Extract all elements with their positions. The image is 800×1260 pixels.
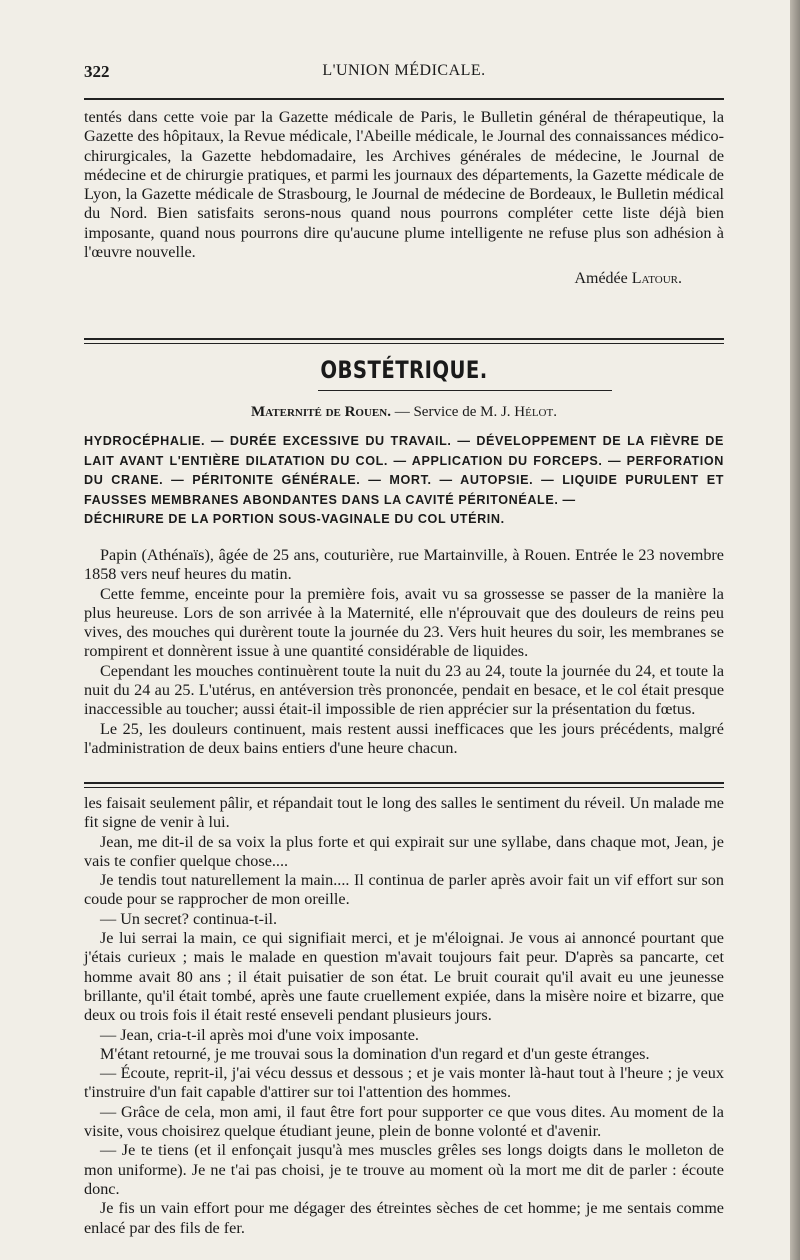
- feuilleton-paragraph: Je tendis tout naturellement la main.... Il continua de parler après avoir fait un vif effort sur son coude pour se rapprocher de mon oreille.: [84, 871, 724, 909]
- case-heading-text: HYDROCÉPHALIE. — DURÉE EXCESSIVE DU TRAVAIL. — DÉVELOPPEMENT DE LA FIÈVRE DE LAIT AVANT L'ENTIÈRE DILATATION DU COL. — APPLICATION DU FORCEPS. — PERFORATION DU CRANE. — PÉRITONITE GÉNÉRALE. — MORT. — AUTOPSIE. — LIQUIDE PURULENT ET FAUSSES MEMBRANES ABONDANTES DANS LA CAVITÉ PÉRITONÉALE. —: [84, 434, 724, 507]
- feuilleton-divider: [84, 782, 724, 788]
- feuilleton-paragraph: Je fis un vain effort pour me dégager des étreintes sèches de cet homme; je me sentais comme enlacé par des fils de fer.: [84, 1199, 724, 1237]
- signature-first-name: Amédée: [574, 270, 628, 288]
- section-title: OBSTÉTRIQUE.: [320, 356, 488, 384]
- case-paragraph: Papin (Athénaïs), âgée de 25 ans, couturière, rue Martainville, à Rouen. Entrée le 23 novembre 1858 vers neuf heures du matin.: [84, 546, 724, 584]
- case-text-block: [84, 546, 724, 758]
- service-label: — Service de M. J.: [394, 404, 511, 420]
- feuilleton-paragraph: — Grâce de cela, mon ami, il faut être fort pour supporter ce que vous dites. Au moment de la visite, vous choisirez quelque étudiant jeune, plein de bonne volonté et d'avenir.: [84, 1102, 724, 1141]
- feuilleton-paragraph: Jean, me dit-il de sa voix la plus forte et qui expirait sur une syllabe, dans chaque mot, Jean, je vais te confier quelque chose....: [84, 832, 724, 870]
- section-divider: [84, 338, 724, 344]
- feuilleton-paragraph: — Jean, cria-t-il après moi d'une voix imposante.: [100, 1025, 419, 1044]
- case-paragraph: Le 25, les douleurs continuent, mais restent aussi inefficaces que les jours précédents, malgré l'administration de deux bains entiers d'une heure chacun.: [84, 719, 724, 757]
- feuilleton-paragraph: les faisait seulement pâlir, et répandait tout le long des salles le sentiment du réveil. Un malade me fit signe de venir à lui.: [84, 794, 724, 832]
- intro-paragraph: tentés dans cette voie par la Gazette médicale de Paris, le Bulletin général de thérapeutique, la Gazette des hôpitaux, la Revue médicale, l'Abeille médicale, le Journal des connaissances médico-chirurgicales, la Gazette hebdomadaire, les Archives générales de médecine, le Journal de médecine et de chirurgie pratiques, et parmi les journaux des départements, la Gazette médicale de Lyon, la Gazette médicale de Strasbourg, le Journal de médecine de Bordeaux, le Bulletin médical du Nord. Bien satisfaits serons-nous quand nous pourrons compléter cette liste déjà bien imposante, quand nous pourrons dire qu'aucune plume intelligente ne refuse plus son adhésion à l'œuvre nouvelle.: [84, 108, 724, 262]
- feuilleton-paragraph: Je lui serrai la main, ce qui signifiait merci, et je m'éloignai. Je vous ai annoncé pourtant que j'étais curieux ; mais le malade en question m'avait toujours fait peur. D'après sa pancarte, cet homme avait 80 ans ; il était puisatier de son état. Le bruit courait qu'il avait eu une jeunesse brillante, qu'il était tombé, après une faute cruellement expiée, dans la misère noire et bizarre, que deux ou trois fois il était resté enseveli pendant plusieurs jours.: [84, 929, 724, 1025]
- page-edge-shadow: [790, 0, 800, 1260]
- header-rule: [84, 98, 724, 100]
- page-number: 322: [84, 62, 110, 81]
- signature: [84, 270, 724, 288]
- feuilleton-paragraph: — Écoute, reprit-il, j'ai vécu dessus et dessous ; et je vais monter là-haut tout à l'heure ; je veux t'instruire d'un fait capable d'attirer sur toi l'attention des hommes.: [84, 1064, 724, 1102]
- case-paragraph: Cette femme, enceinte pour la première fois, avait vu sa grossesse se passer de la manière la plus heureuse. Lors de son arrivée à la Maternité, elle n'éprouvait que des douleurs de reins peu vives, des mouches qui durèrent toute la journée du 23. Vers huit heures du soir, les membranes se rompirent et donnèrent issue à une quantité considérable de liquides.: [84, 584, 724, 661]
- case-heading-block: [84, 432, 724, 530]
- running-header: [84, 62, 724, 86]
- case-subheading: [84, 404, 724, 421]
- feuilleton-paragraph: M'étant retourné, je me trouvai sous la domination d'un regard et d'un geste étranges.: [100, 1044, 650, 1063]
- section-title-underline: [318, 390, 612, 391]
- feuilleton-paragraph: — Un secret? continua-t-il.: [100, 909, 278, 928]
- feuilleton-paragraph: — Je te tiens (et il enfonçait jusqu'à mes muscles grêles ses longs doigts dans le molleton de mon uniforme). Je ne t'ai pas choisi, je te trouve au moment où la mort me dit de parler : écoute donc.: [84, 1141, 724, 1198]
- doctor-name: Hélot.: [514, 404, 557, 420]
- feuilleton-block: [84, 794, 724, 1238]
- running-title: L'UNION MÉDICALE.: [322, 62, 486, 79]
- intro-block: [84, 108, 724, 288]
- signature-last-name: Latour.: [631, 270, 682, 288]
- institution-name: Maternité de Rouen.: [251, 404, 391, 420]
- case-heading-last-line: DÉCHIRURE DE LA PORTION SOUS-VAGINALE DU COL UTÉRIN.: [84, 512, 505, 527]
- case-paragraph: Cependant les mouches continuèrent toute la nuit du 23 au 24, toute la journée du 24, et toute la nuit du 24 au 25. L'utérus, en antéversion très prononcée, pendait en besace, et le col était presque inaccessible au toucher; aussi était-il impossible de rien apprécier sur la présentation du fœtus.: [84, 661, 724, 719]
